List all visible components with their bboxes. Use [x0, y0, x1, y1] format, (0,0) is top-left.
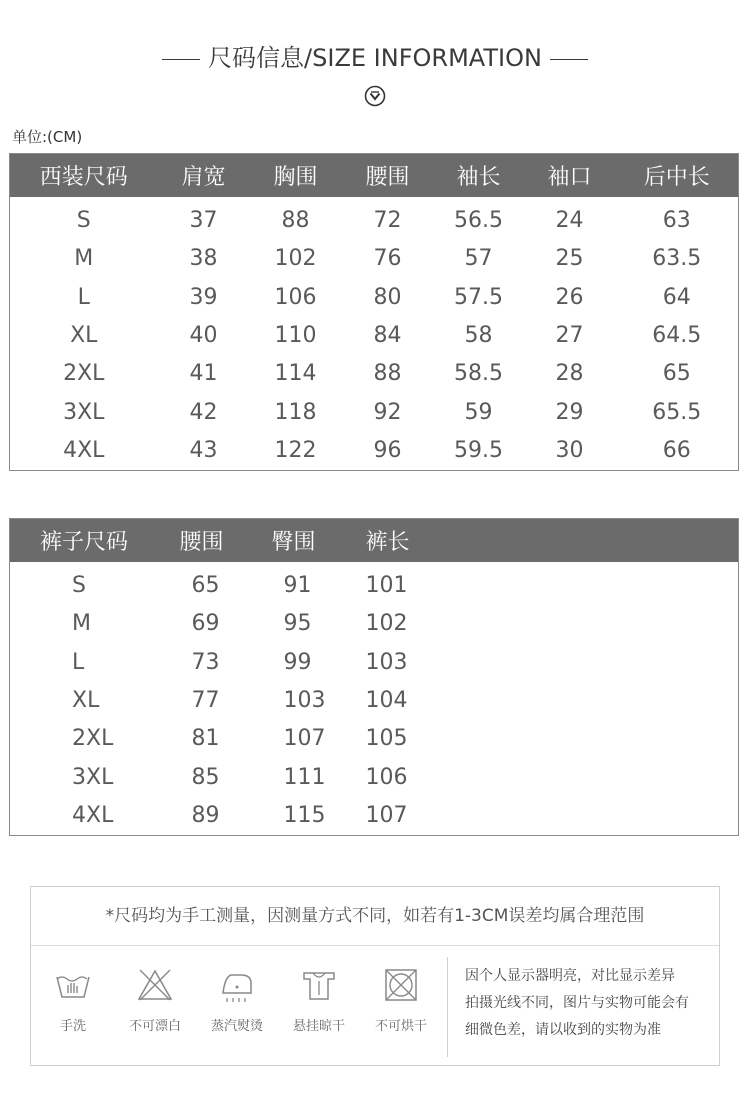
column-header: 肩宽 [181, 165, 226, 190]
measurement-cell: 99 [283, 649, 312, 675]
measurement-cell: 89 [191, 803, 220, 829]
table-row [10, 431, 739, 470]
measurement-cell: 58.5 [454, 361, 503, 387]
hand-wash-icon [53, 965, 93, 1005]
table-row [10, 796, 739, 835]
measurement-cell: 81 [191, 726, 220, 752]
measurement-cell: 85 [191, 764, 220, 790]
measurement-cell: 43 [189, 438, 218, 464]
header-line-left [162, 59, 200, 60]
measurement-cell: 64.5 [652, 322, 702, 348]
column-header: 胸围 [273, 165, 318, 190]
section-title: 尺码信息/SIZE INFORMATION [208, 44, 542, 72]
disclaimer-line: 拍摄光线不同，图片与实物可能会有 [465, 995, 689, 1011]
measurement-cell: 69 [191, 611, 220, 637]
size-cell: L [72, 649, 85, 675]
measurement-cell: 88 [373, 361, 402, 387]
column-header: 袖长 [456, 165, 501, 190]
care-label: 不可烘干 [374, 1019, 427, 1034]
size-cell: 2XL [72, 726, 114, 752]
care-label: 不可漂白 [128, 1019, 181, 1034]
measurement-cell: 63.5 [652, 246, 702, 272]
measurement-cell: 37 [189, 207, 218, 233]
suit-table-header [10, 154, 739, 198]
size-cell: 4XL [72, 803, 114, 829]
measurement-cell: 115 [283, 803, 326, 829]
table-row [10, 758, 739, 796]
no-bleach-icon [135, 965, 175, 1005]
size-cell: 3XL [63, 399, 105, 425]
measurement-cell: 110 [274, 322, 317, 348]
measurement-cell: 72 [373, 207, 402, 233]
measurement-cell: 27 [555, 322, 584, 348]
measurement-cell: 64 [662, 284, 691, 310]
measurement-cell: 24 [555, 207, 584, 233]
measurement-cell: 25 [555, 246, 584, 272]
measurement-cell: 58 [464, 322, 493, 348]
measurement-cell: 102 [365, 611, 408, 637]
size-cell: L [77, 284, 90, 310]
unit-label: 单位:(CM) [12, 128, 83, 146]
suit-table-body [10, 197, 739, 471]
measurement-cell: 107 [365, 803, 408, 829]
size-cell: S [76, 207, 91, 233]
measurement-cell: 65.5 [652, 399, 702, 425]
pants-table-body [10, 562, 739, 836]
measurement-cell: 29 [555, 399, 584, 425]
measurement-cell: 111 [283, 764, 326, 790]
color-disclaimer [465, 963, 715, 1044]
care-item-hand-wash [33, 959, 113, 1034]
table-row [10, 239, 739, 277]
table-row [10, 197, 739, 239]
measurement-cell: 77 [191, 687, 220, 713]
pants-table-header [10, 519, 739, 563]
size-cell: M [74, 246, 94, 272]
measurement-cell: 57.5 [454, 284, 503, 310]
care-instructions-box [30, 886, 720, 1066]
care-label: 蒸汽熨烫 [210, 1019, 263, 1034]
measurement-cell: 59 [464, 399, 493, 425]
hang-dry-icon [299, 965, 339, 1005]
care-item-hang-dry [279, 959, 359, 1034]
measurement-cell: 57 [464, 246, 493, 272]
measurement-cell: 40 [189, 322, 218, 348]
column-header: 腰围 [365, 165, 410, 190]
size-cell: 2XL [63, 361, 105, 387]
measurement-cell: 65 [191, 572, 220, 598]
disclaimer-line: 因个人显示器明亮，对比显示差异 [465, 968, 675, 984]
measurement-cell: 84 [373, 322, 402, 348]
measurement-cell: 95 [283, 611, 312, 637]
measurement-cell: 103 [365, 649, 408, 675]
measurement-cell: 105 [365, 726, 408, 752]
table-row [10, 562, 739, 604]
measurement-cell: 103 [283, 687, 326, 713]
measurement-cell: 104 [365, 687, 408, 713]
measurement-cell: 41 [189, 361, 218, 387]
measurement-cell: 88 [281, 207, 310, 233]
care-divider [447, 957, 448, 1057]
measurement-cell: 42 [189, 399, 218, 425]
measurement-cell: 39 [189, 284, 218, 310]
care-item-steam-iron [197, 959, 277, 1034]
table-row [10, 643, 739, 681]
measurement-cell: 122 [274, 438, 317, 464]
column-header: 西装尺码 [39, 165, 128, 190]
column-header: 臀围 [271, 530, 316, 555]
care-label: 悬挂晾干 [292, 1019, 345, 1034]
care-item-no-tumble-dry [361, 959, 441, 1034]
measurement-cell: 92 [373, 399, 402, 425]
size-cell: M [72, 611, 91, 637]
measurement-cell: 102 [274, 246, 317, 272]
measurement-cell: 107 [283, 726, 326, 752]
size-cell: 3XL [72, 764, 114, 790]
table-row [10, 720, 739, 758]
section-header [0, 38, 750, 73]
table-row [10, 316, 739, 354]
measurement-cell: 96 [373, 438, 402, 464]
measurement-note: *尺码均为手工测量，因测量方式不同，如若有1-3CM误差均属合理范围 [31, 887, 719, 946]
chevron-down-circle-icon [364, 85, 386, 107]
table-row [10, 355, 739, 393]
size-cell: S [72, 572, 86, 598]
care-item-no-bleach [115, 959, 195, 1034]
header-line-right [550, 59, 588, 60]
measurement-cell: 80 [373, 284, 402, 310]
measurement-cell: 26 [555, 284, 584, 310]
measurement-cell: 114 [274, 361, 317, 387]
measurement-cell: 63 [662, 207, 691, 233]
steam-iron-icon [217, 965, 257, 1005]
measurement-cell: 76 [373, 246, 402, 272]
care-label: 手洗 [59, 1019, 86, 1034]
measurement-cell: 106 [274, 284, 317, 310]
column-header: 裤长 [365, 530, 410, 555]
column-header: 裤子尺码 [40, 530, 129, 555]
suit-size-table [9, 153, 739, 471]
table-row [10, 393, 739, 431]
column-header: 后中长 [643, 165, 710, 190]
column-header: 腰围 [179, 530, 224, 555]
measurement-cell: 73 [191, 649, 220, 675]
measurement-cell: 118 [274, 399, 317, 425]
measurement-cell: 38 [189, 246, 218, 272]
measurement-cell: 65 [662, 361, 691, 387]
size-cell: 4XL [63, 438, 105, 464]
table-row [10, 278, 739, 316]
measurement-cell: 66 [662, 438, 691, 464]
table-row [10, 604, 739, 642]
care-icons-row [31, 959, 441, 1039]
measurement-cell: 28 [555, 361, 584, 387]
table-row [10, 681, 739, 719]
column-header: 袖口 [547, 165, 592, 190]
pants-size-table [9, 518, 739, 836]
measurement-cell: 59.5 [454, 438, 503, 464]
measurement-cell: 56.5 [454, 207, 503, 233]
measurement-cell: 101 [365, 572, 408, 598]
measurement-cell: 106 [365, 764, 408, 790]
size-cell: XL [70, 322, 98, 348]
disclaimer-line: 细微色差，请以收到的实物为准 [465, 1022, 661, 1038]
measurement-cell: 91 [283, 572, 312, 598]
size-cell: XL [72, 687, 100, 713]
measurement-cell: 30 [555, 438, 584, 464]
no-tumble-dry-icon [381, 965, 421, 1005]
